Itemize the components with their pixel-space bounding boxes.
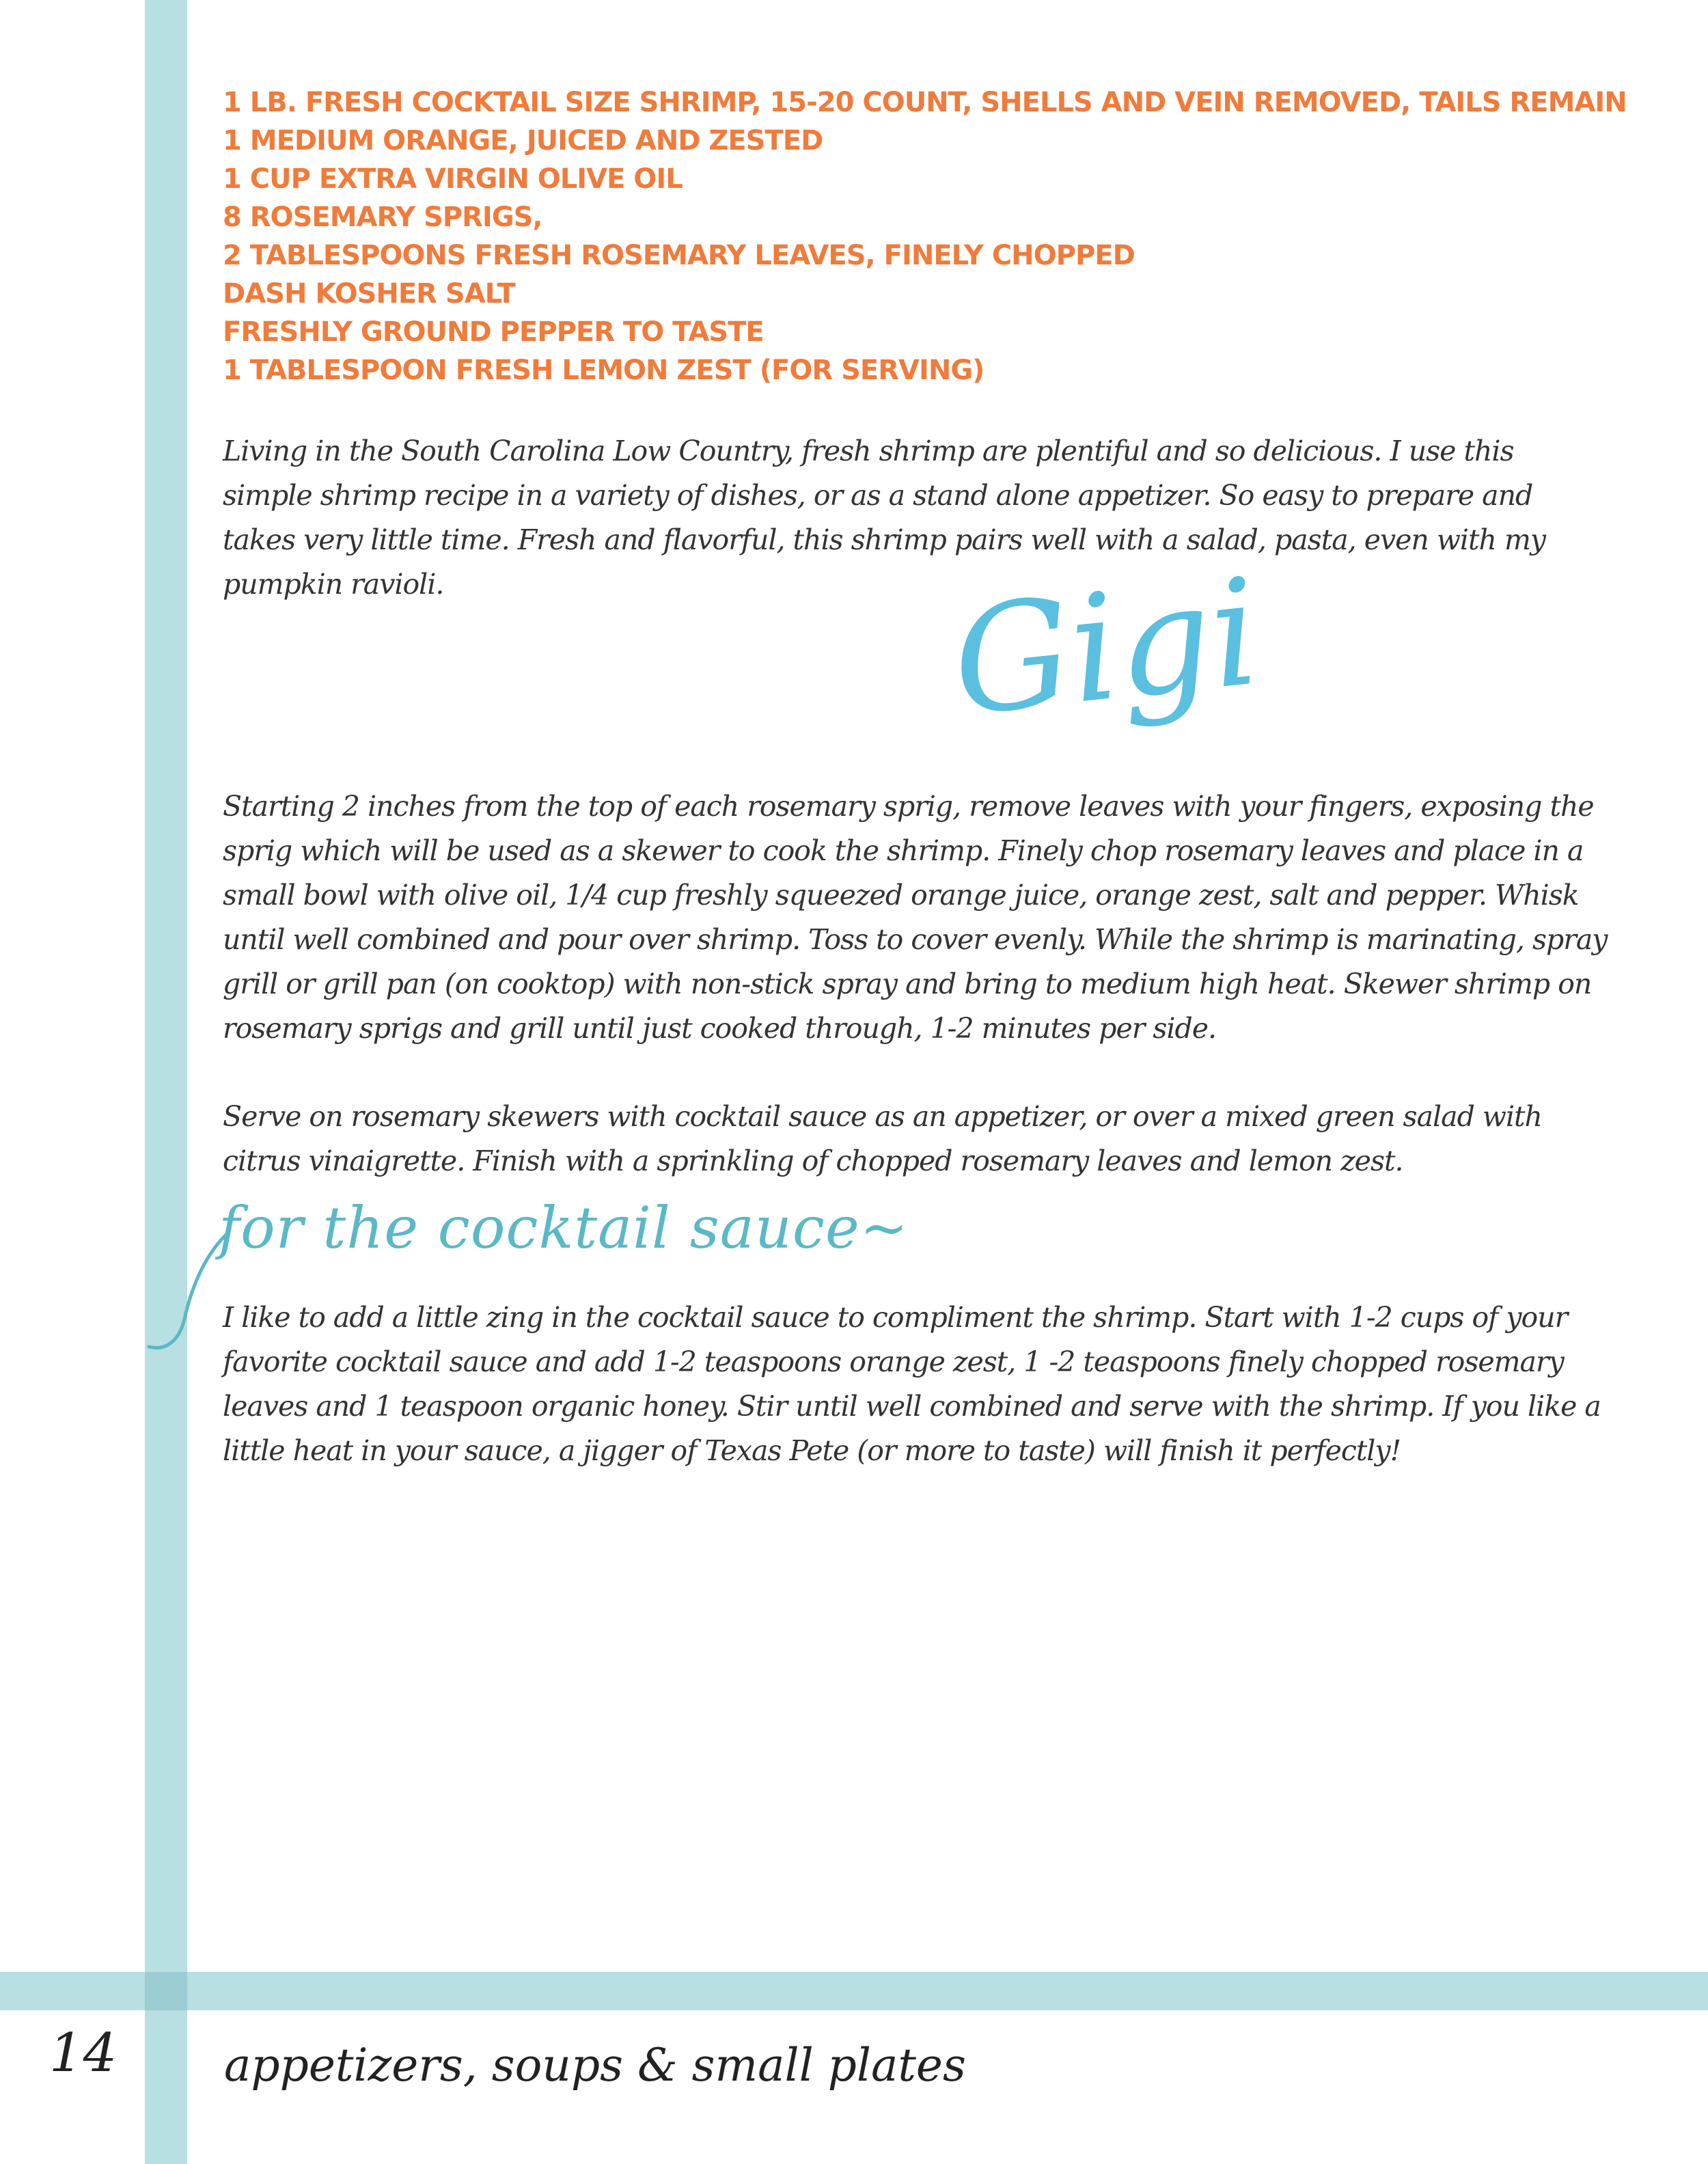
vertical-decorative-band (145, 0, 187, 2164)
method-paragraph: Starting 2 inches from the top of each rosemary sprig, remove leaves with your fingers, exposing the sprig which will be used as a skewer to cook the shrimp. Finely chop rosemary leaves and place in a small bowl with olive oil, 1/4 cup freshly squeezed orange juice, orange zest, salt and pepper. Whisk until well combined and pour over shrimp. Toss to cover evenly. While the shrimp is marinating, spray grill or grill pan (on cooktop) with non-stick spray and bring to medium high heat. Skewer shrimp on rosemary sprigs and grill until just cooked through, 1-2 minutes per side. (223, 790, 1608, 1045)
sauce-heading: for the cocktail sauce~ (219, 1194, 909, 1261)
ingredient-item: 1 MEDIUM ORANGE, JUICED AND ZESTED (223, 125, 823, 156)
ingredient-item: 1 LB. FRESH COCKTAIL SIZE SHRIMP, 15-20 COUNT, SHELLS AND VEIN REMOVED, TAILS REMAIN (223, 87, 1627, 118)
ingredient-item: 1 CUP EXTRA VIRGIN OLIVE OIL (223, 163, 683, 195)
page-number: 14 (49, 2023, 118, 2084)
band-intersection (145, 1972, 187, 2010)
sauce-paragraph: I like to add a little zing in the cocktail sauce to compliment the shrimp. Start with 1-2 cups of your favorite cocktail sauce and add 1-2 teaspoons orange zest, 1 -2 teaspoons finely chopped rosemary leaves and 1 teaspoon organic honey. Stir until well combined and serve with the shrimp. If you like a little heat in your sauce, a jigger of Texas Pete (or more to taste) will finish it perfectly! (223, 1301, 1601, 1467)
section-title: appetizers, soups & small plates (224, 2039, 966, 2092)
ingredient-item: 8 ROSEMARY SPRIGS, (223, 202, 542, 233)
serving-paragraph: Serve on rosemary skewers with cocktail sauce as an appetizer, or over a mixed green salad with citrus vinaigrette. Finish with a sprinkling of chopped rosemary leaves and lemon zest. (223, 1100, 1542, 1177)
horizontal-decorative-band (0, 1972, 1708, 2010)
ingredient-item: 1 TABLESPOON FRESH LEMON ZEST (FOR SERVING) (223, 355, 984, 386)
ingredient-item: FRESHLY GROUND PEPPER TO TASTE (223, 316, 764, 348)
ingredient-list (223, 83, 1627, 389)
intro-paragraph: Living in the South Carolina Low Country, fresh shrimp are plentiful and so delicious. I use this simple shrimp recipe in a variety of dishes, or as a stand alone appetizer. So easy to prepare and takes very little time. Fresh and flavorful, this shrimp pairs well with a salad, pasta, even with my pumpkin ravioli. (223, 435, 1545, 601)
ingredient-item: 2 TABLESPOONS FRESH ROSEMARY LEAVES, FINELY CHOPPED (223, 240, 1135, 271)
ingredient-item: DASH KOSHER SALT (223, 278, 515, 310)
signature: Gigi (945, 546, 1267, 749)
